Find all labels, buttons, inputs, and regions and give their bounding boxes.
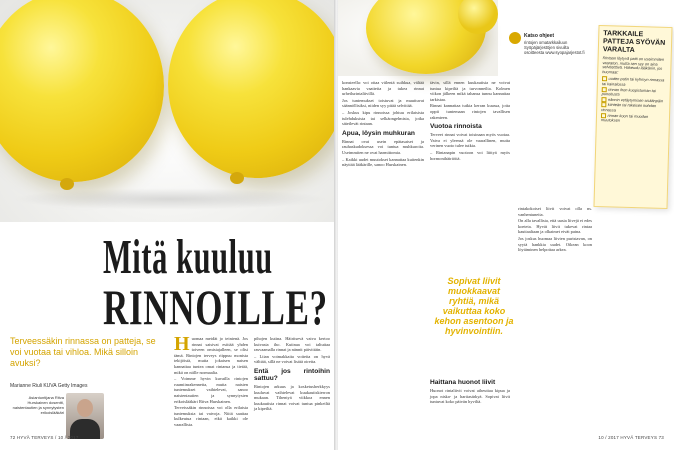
body-paragraph: Terveet rinnat voivat toisinaan myös vuotaa. Vaiva ei yleensä ole vaarallinen, mutta verinen vuoto tulee tutkia. (430, 132, 510, 149)
right-column-1 (342, 80, 424, 169)
page-folio-left: 72 HYVÄ TERVEYS / 10 / 2017 (10, 435, 79, 440)
left-column-1 (174, 333, 248, 429)
lemons-shadow (10, 188, 330, 210)
lemon-left (0, 0, 164, 182)
right-column-3 (518, 206, 592, 254)
body-paragraph: – Joskus kipu rinnoissa johtuu erilaisista tulehduksista tai selkäongelmista, jotka säteilevät rintaan. (342, 109, 424, 127)
section-heading: Apua, löysin muhkuran (342, 129, 415, 137)
lemon-tip-right (230, 172, 244, 184)
lede-text: Terveessäkin rinnassa on patteja, se voi vuotaa tai vihloa. Mikä silloin avuksi? (10, 336, 156, 368)
lemon-halves-photo (338, 0, 498, 76)
tip-body: rintojen omatarkkailuun Syöpäjärjestöjen sivuilta osoitteesta www.syopajarjestot.fi (524, 40, 585, 55)
article-headline (103, 229, 336, 335)
lemon-small (458, 0, 498, 34)
portrait-head (77, 399, 93, 417)
section-heading: Entä jos rintoihin sattuu? (254, 367, 330, 382)
list-item-text: rinnan ihon kuopistuman tai punoitusta (601, 86, 656, 97)
headline-line1: Mitä kuuluu (103, 229, 273, 284)
byline: Marianne Riuli KUVA Getty Images (10, 383, 88, 389)
left-column-2 (254, 336, 330, 413)
lemons-photo (0, 0, 336, 222)
body-paragraph: On alla tavallista, että uusia liivejä ei edes koeteta. Hyvät liivit tukevat rintaa kauttaaltaan ja olkaimet eivät paina. (518, 218, 592, 235)
body-paragraph: – Rintanapin vuotoon voi liittyä myös hormonihäiriöitä. (430, 149, 510, 161)
box-intro: Rintaan löytyvä patti on useimmiten vaaraton, mutta sen syy on aina selvitettävä. Hakeudu lääkäriin, jos huomaat: (602, 55, 665, 75)
list-item (601, 113, 665, 125)
page-folio-right: 10 / 2017 HYVÄ TERVEYS 73 (598, 435, 664, 440)
right-column-2 (430, 80, 510, 162)
list-item-text: nännin vetäytymisen sisäänpäin (607, 96, 664, 104)
drop-cap: H (174, 333, 190, 355)
body-paragraph: – Kaikki uudet muutokset kannattaa kuitenkin näyttää lääkärille, sanoo Hurskainen. (342, 156, 424, 168)
pull-quote: Sopivat liivit muokkaavat ryhtiä, mikä vaikuttaa koko kehon asentoon ja hyvinvointiin. (434, 276, 514, 336)
left-page (0, 0, 336, 450)
section-heading: Vuotoa rinnoista (430, 123, 482, 131)
body-paragraph: Jos joskus huomaa liivien puristavan, on syytä hankkia uudet. Oikean koon löytäminen helpottaa arkea. (518, 235, 592, 253)
list-item-text: uuden patin tai kyhmyn rinnassa tai kainalossa (601, 76, 665, 87)
right-column-2-lower (430, 376, 510, 406)
tip-heading: Katso ohjeet (524, 33, 555, 39)
list-item-text: rinnan koon tai muodon muutoksen (600, 112, 649, 123)
body-paragraph: Jos tuntemukset toistuvat ja muuttuvat säännöllisiksi, niiden syy pitää selvittää. (342, 97, 424, 109)
headline-line2: RINNOILLE? (103, 279, 328, 335)
body-paragraph: Rintojen arkuus ja kosketusherkkyys kuuluvat vaihtelevat kuukautiskierron mukaan. Tihentyä viikkoa ennen kuukautisia rinnat voivat tuntua pinkeiltä ja kipeiltä. (254, 383, 330, 412)
expert-portrait (66, 393, 104, 439)
body-paragraph: uomaa meidät jo teinienä. Jos rinnat saisivat esittää yhden toiveen omistajalleen, se olisi tämä. Rintojen terveys riippuu monista tekijöistä, mutta jokaisen naisen kannattaa tuntea omat rintansa ja tietää, mikä on niille normaalia. (174, 336, 248, 375)
lemon-tip-left (60, 178, 74, 190)
body-paragraph: – Voimme hyvin kuvailla rintojen ruumiinrakennetta, mutta naisten tuntemukset vaihtelevat, sanoo naistentautien ja synnytysten erikoislääkäri Ritva Hurskainen. (174, 376, 248, 404)
checkbox-icon (601, 97, 606, 102)
body-paragraph: Rinnat ovat usein epätasaiset ja rauhaskudoksessa voi tuntua muhkuroita. Useimmiten ne ovat harmittomia. (342, 138, 424, 155)
checklist-box (593, 25, 672, 209)
body-paragraph: tävin, sillä ennen kuukautisia ne voivat tuntua kipeiltä ja turvonneilta. Kolmen viikon jälkeen mikä tahansa tunnu kannattaa tarkistaa. (430, 80, 510, 102)
body-paragraph: konsteella: voi ottaa viilentä suihkua, vältää hankaavia vaatteita ja tukea rinnat urheilurintaliivillä. (342, 80, 424, 97)
body-paragraph: pihojen kutina. Häiritsevä vaiva kertoo kuivasta iho. Kutinaa voi taltuttaa rasvaamalla rinnat ja nännit päivittäin. (254, 336, 330, 353)
list-item-text: kiinteän tai rakeisen kohdan rinnassa (601, 102, 657, 113)
box-list (597, 76, 670, 124)
right-page (338, 0, 674, 450)
body-paragraph: rintakokoiset liivit voivat olla ns. vanhentuneita. (518, 206, 592, 217)
section-heading: Haittana huonot liivit (430, 379, 496, 386)
body-paragraph: – Liian voimakkaita voiteita on hyvä välttää, sillä ne voivat lisätä oireita. (254, 353, 330, 365)
portrait-caption: Asiantuntijana Ritva Hurskainen dosentti, naistentautien ja synnytysten erikoislääkäri (12, 395, 64, 415)
body-paragraph: Terveissäkin rinnoissa voi olla erilaisia tuntemuksia tai vaivoja. Niitä saattaa kulkeutua rintaan, eikä kaikki ole vaarallista. (174, 405, 248, 427)
body-paragraph: Huonot rintaliivit voivat aiheuttaa kipua ja jopa niska- ja hartiasärkyä. Sopivat liivit tuntuvat koko päivän hyviltä. (430, 388, 510, 405)
info-icon (509, 32, 521, 44)
box-title: TARKKAILE PATTEJA SYÖVÄN VARALTA (602, 30, 666, 55)
body-paragraph: Rinnat kannattaa tutkia kerran kuussa, jotta oppii tuntemaan rintojen tavallisen rakenteen. (430, 103, 510, 120)
lemon-right (168, 0, 336, 178)
